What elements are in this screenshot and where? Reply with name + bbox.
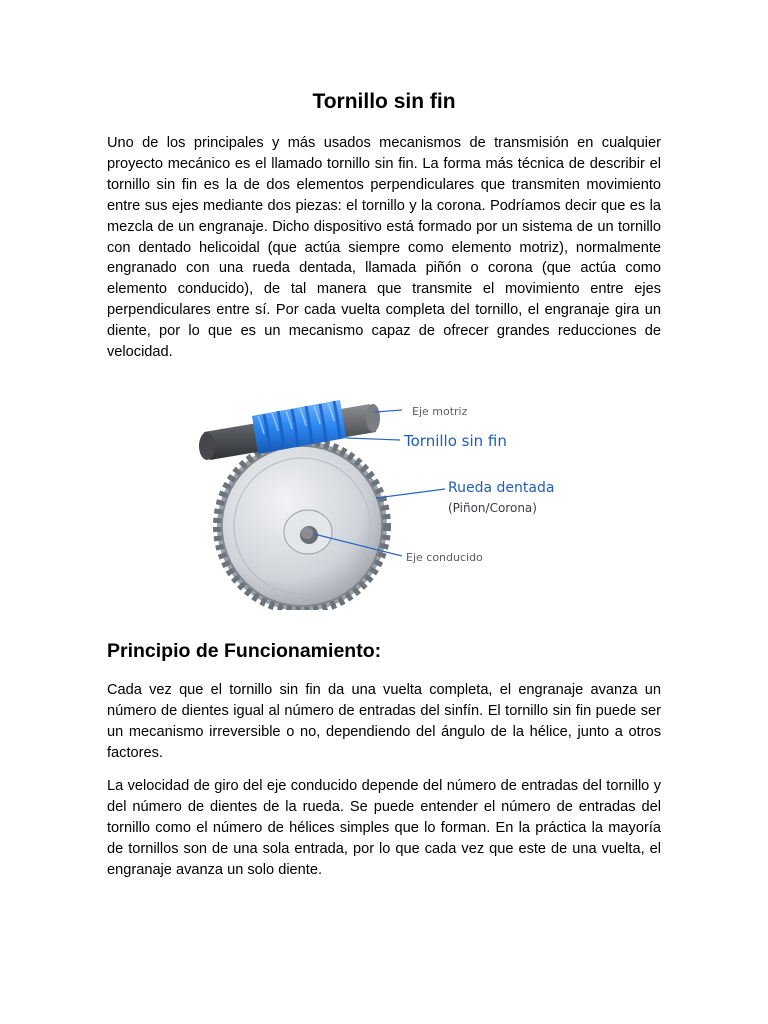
label-tornillo: Tornillo sin fin [404, 432, 507, 450]
body-paragraph-1: Cada vez que el tornillo sin fin da una vuelta completa, el engranaje avanza un número de dientes igual al número de entradas del sinfín. El tornillo sin fin puede ser un mecanismo irreversible o no, dependiendo del ángulo de la hélice, junto a otros factores. [107, 682, 661, 761]
section-heading: Principio de Funcionamiento: [107, 640, 382, 662]
worm-gear-illustration [190, 386, 570, 610]
body-paragraph-2: La velocidad de giro del eje conducido depende del número de entradas del tornillo y del número de dientes de la rueda. Se puede entender el número de entradas del tornillo como el número de hélices simples que lo forman. En la práctica la mayoría de tornillos son de una sola entrada, por lo que cada vez que este de una vuelta, el engranaje avanza un solo diente. [107, 778, 661, 878]
worm-screw [252, 400, 346, 454]
label-rueda: Rueda dentada [448, 480, 555, 496]
page-title: Tornillo sin fin [312, 90, 456, 113]
label-eje-conducido: Eje conducido [406, 551, 483, 564]
gear-wheel [217, 441, 387, 610]
driven-shaft [300, 526, 318, 544]
intro-paragraph: Uno de los principales y más usados mecanismos de transmisión en cualquier proyecto mecánico es el llamado tornillo sin fin. La forma más técnica de describir el tornillo sin fin es la de dos elementos perpendiculares que transmiten movimiento entre sus ejes mediante dos piezas: el tornillo y la corona. Podríamos decir que es la mezcla de un engranaje. Dicho dispositivo está formado por un sistema de un tornillo con dentado helicoidal (que actúa siempre como elemento motriz), normalmente engranado con una rueda dentada, llamada piñón o corona (que actúa como elemento conducido), de tal manera que transmite el movimiento entre ejes perpendiculares entre sí. Por cada vuelta completa del tornillo, el engranaje gira un diente, por lo que es un mecanismo capaz de ofrecer grandes reducciones de velocidad. [107, 135, 661, 361]
label-eje-motriz: Eje motriz [412, 405, 468, 418]
worm-gear-figure [190, 386, 570, 610]
label-rueda-sub: (Piñon/Corona) [448, 501, 537, 515]
